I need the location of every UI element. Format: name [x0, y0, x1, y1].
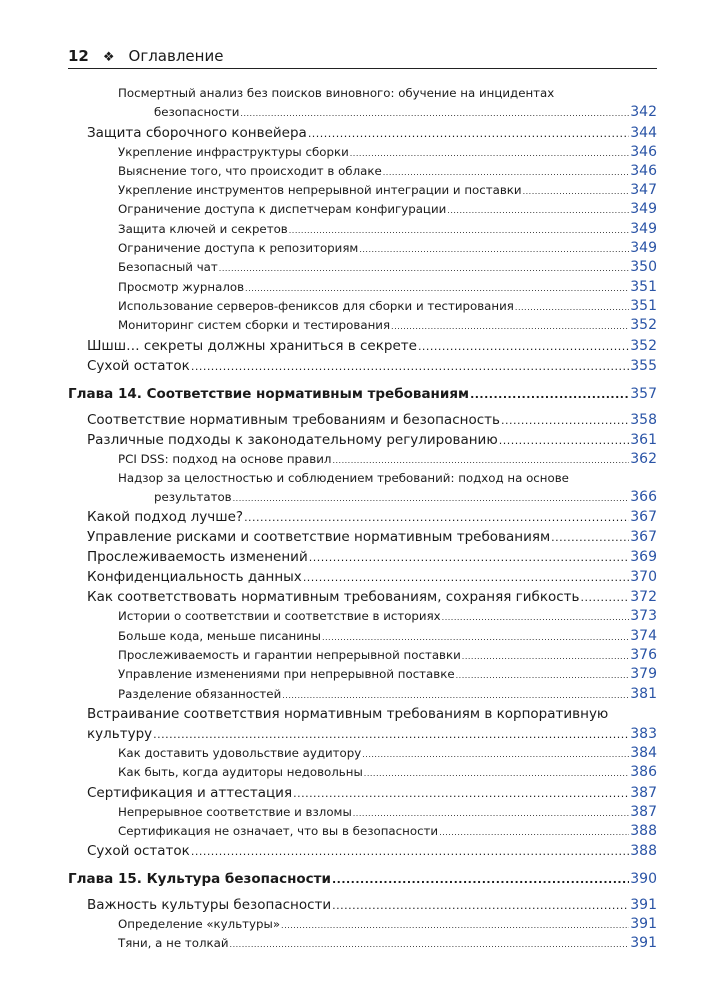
- toc-page-number[interactable]: 386: [630, 764, 657, 781]
- toc-page-number[interactable]: 387: [630, 784, 657, 801]
- toc-entry[interactable]: [68, 607, 657, 626]
- toc-entry[interactable]: [68, 704, 657, 744]
- toc-entry-title: PCI DSS: подход на основе правил: [118, 451, 332, 466]
- toc-entry[interactable]: [68, 665, 657, 684]
- dot-leader: [322, 628, 629, 647]
- toc-entry-title: результатов: [154, 490, 232, 505]
- toc-entry-title: Глава 14. Соответствие нормативным требованиям: [68, 385, 470, 402]
- toc-entry[interactable]: [68, 181, 657, 200]
- toc-entry-title: Укрепление инструментов непрерывной интеграции и поставки: [118, 183, 522, 198]
- toc-entry[interactable]: [68, 685, 657, 704]
- toc-page-number[interactable]: 370: [630, 569, 657, 586]
- dot-leader: [383, 163, 630, 182]
- toc-entry-title-line: Надзор за целостностью и соблюдением требований: подход на основе: [118, 470, 569, 485]
- dot-leader: [309, 548, 630, 568]
- dot-leader: [244, 508, 629, 528]
- toc-entry[interactable]: [68, 763, 657, 782]
- toc-entry[interactable]: [68, 410, 657, 430]
- toc-entry[interactable]: [68, 803, 657, 822]
- toc-page-number[interactable]: 383: [630, 725, 657, 742]
- dot-leader: [447, 201, 629, 220]
- toc-entry-title: Как быть, когда аудиторы недовольны: [118, 765, 363, 780]
- page-number: 12: [68, 47, 89, 65]
- toc-entry[interactable]: [68, 822, 657, 841]
- toc-page-number[interactable]: 387: [630, 803, 657, 820]
- toc-entry[interactable]: [68, 430, 657, 450]
- toc-page-number[interactable]: 357: [630, 385, 657, 402]
- dot-leader: [303, 568, 629, 588]
- toc-entry-title: Укрепление инфраструктуры сборки: [118, 144, 349, 159]
- toc-entry-title: Защита сборочного конвейера: [87, 124, 307, 141]
- toc-entry-title: Как соответствовать нормативным требованиям, сохраняя гибкость: [87, 589, 580, 606]
- dot-leader: [551, 528, 629, 548]
- toc-entry-title: Как доставить удовольствие аудитору: [118, 745, 362, 760]
- toc-page-number[interactable]: 361: [630, 431, 657, 448]
- toc-page-number[interactable]: 352: [630, 317, 657, 334]
- toc-page-number[interactable]: 367: [630, 509, 657, 526]
- toc-entry-title: Соответствие нормативным требованиям и безопасность: [87, 411, 500, 428]
- toc-entry[interactable]: [68, 469, 657, 508]
- toc-page-number[interactable]: 349: [630, 220, 657, 237]
- toc-entry[interactable]: [68, 646, 657, 665]
- toc-entry-title: Мониторинг систем сборки и тестирования: [118, 318, 391, 333]
- toc-page-number[interactable]: 367: [630, 529, 657, 546]
- toc-entry-title: безопасности: [154, 105, 240, 120]
- toc-page-number[interactable]: 358: [630, 411, 657, 428]
- dot-leader: [245, 279, 629, 298]
- toc-entry[interactable]: [68, 278, 657, 297]
- dot-leader: [418, 337, 629, 357]
- toc-page-number[interactable]: 349: [630, 240, 657, 257]
- running-header: [68, 47, 657, 69]
- toc-page-number[interactable]: 347: [630, 182, 657, 199]
- toc-page-number[interactable]: 373: [630, 608, 657, 625]
- toc-page-number[interactable]: 374: [630, 627, 657, 644]
- toc-entry[interactable]: [68, 744, 657, 763]
- toc-entry-title: Безопасный чат: [118, 260, 218, 275]
- dot-leader: [362, 745, 629, 764]
- toc-entry[interactable]: [68, 143, 657, 162]
- toc-chapter[interactable]: [68, 384, 657, 404]
- toc-entry-title: Какой подход лучше?: [87, 509, 244, 526]
- toc-entry-title: Тяни, а не толкай: [118, 936, 229, 951]
- toc-entry[interactable]: [68, 895, 657, 915]
- toc-entry-title: Просмотр журналов: [118, 279, 245, 294]
- toc-entry[interactable]: [68, 297, 657, 316]
- toc-entry[interactable]: [68, 336, 657, 356]
- toc-entry-title: Использование серверов-фениксов для сборки и тестирования: [118, 298, 514, 313]
- dot-leader: [470, 385, 629, 405]
- toc-page-number[interactable]: 391: [630, 897, 657, 914]
- toc-entry-title: Прослеживаемость изменений: [87, 549, 308, 566]
- toc-entry-title: Истории о соответствии и соответствие в историях: [118, 609, 441, 624]
- toc-entry[interactable]: [68, 316, 657, 335]
- toc-entry-title: Управление рисками и соответствие нормативным требованиям: [87, 529, 551, 546]
- dot-leader: [353, 804, 630, 823]
- toc-entry-title: Различные подходы к законодательному регулированию: [87, 431, 498, 448]
- dot-leader: [523, 182, 630, 201]
- toc-page-number[interactable]: 379: [630, 666, 657, 683]
- toc-entry[interactable]: [68, 450, 657, 469]
- toc-entry-title: Определение «культуры»: [118, 917, 281, 932]
- dot-leader: [191, 357, 629, 377]
- dot-leader: [456, 666, 630, 685]
- toc-entry-title: Важность культуры безопасности: [87, 897, 332, 914]
- toc-entry[interactable]: [68, 84, 657, 123]
- dot-leader: [501, 411, 629, 431]
- dot-leader: [350, 144, 630, 163]
- toc-page-number[interactable]: 390: [630, 871, 657, 888]
- toc-page-number[interactable]: 388: [630, 843, 657, 860]
- toc-entry[interactable]: [68, 783, 657, 803]
- toc-page-number[interactable]: 366: [630, 489, 657, 506]
- dot-leader: [233, 489, 630, 508]
- toc-page-number[interactable]: 349: [630, 201, 657, 218]
- toc-page-number[interactable]: 352: [630, 337, 657, 354]
- toc-entry-title: Шшш… секреты должны храниться в секрете: [87, 337, 417, 354]
- toc-entry[interactable]: [68, 507, 657, 527]
- dot-leader: [153, 725, 629, 745]
- toc-entry[interactable]: [68, 162, 657, 181]
- toc-entry-title: Защита ключей и секретов: [118, 221, 288, 236]
- toc-chapter[interactable]: [68, 869, 657, 889]
- toc-entry[interactable]: [68, 200, 657, 219]
- dot-leader: [439, 823, 629, 842]
- toc-page-number[interactable]: 372: [630, 589, 657, 606]
- dot-leader: [282, 686, 629, 705]
- dot-leader: [332, 870, 629, 890]
- toc-entry[interactable]: [68, 239, 657, 258]
- toc-page-number[interactable]: 376: [630, 647, 657, 664]
- dot-leader: [289, 221, 630, 240]
- toc-page-number[interactable]: 355: [630, 357, 657, 374]
- toc-entry[interactable]: [68, 587, 657, 607]
- toc-page-number[interactable]: 388: [630, 822, 657, 839]
- toc-entry-title: Ограничение доступа к диспетчерам конфигурации: [118, 202, 447, 217]
- toc-entry[interactable]: [68, 527, 657, 547]
- ornament-icon: ❖: [102, 50, 115, 65]
- toc-entry-title: Сухой остаток: [87, 357, 190, 374]
- toc-entry-title: Сухой остаток: [87, 843, 190, 860]
- dot-leader: [499, 431, 630, 451]
- toc-entry[interactable]: [68, 627, 657, 646]
- toc-entry[interactable]: [68, 841, 657, 861]
- toc-entry-title-line: Посмертный анализ без поисков виновного: обучение на инцидентах: [118, 86, 555, 100]
- dot-leader: [364, 764, 629, 783]
- toc-entry-title: Сертификация и аттестация: [87, 784, 293, 801]
- toc-page-number[interactable]: 351: [630, 297, 657, 314]
- toc-entry[interactable]: [68, 915, 657, 934]
- toc-page-number[interactable]: 381: [630, 685, 657, 702]
- dot-leader: [391, 317, 629, 336]
- toc-entry[interactable]: [68, 356, 657, 376]
- dot-leader: [293, 784, 629, 804]
- toc-entry-title-line: Встраивание соответствия нормативным требованиям в корпоративную: [87, 705, 609, 722]
- dot-leader: [332, 451, 629, 470]
- toc-page-number[interactable]: 369: [630, 549, 657, 566]
- dot-leader: [581, 588, 630, 608]
- toc-page-number[interactable]: 391: [630, 935, 657, 952]
- dot-leader: [281, 916, 629, 935]
- toc-page-number[interactable]: 384: [630, 744, 657, 761]
- toc-page-number[interactable]: 351: [630, 278, 657, 295]
- toc-entry-title: Сертификация не означает, что вы в безопасности: [118, 823, 439, 838]
- toc-entry[interactable]: [68, 567, 657, 587]
- toc-page-number[interactable]: 350: [630, 259, 657, 276]
- toc-entry[interactable]: [68, 547, 657, 567]
- dot-leader: [515, 298, 629, 317]
- toc-entry[interactable]: [68, 258, 657, 277]
- toc-page-number[interactable]: 346: [630, 162, 657, 179]
- table-of-contents: [68, 84, 657, 954]
- dot-leader: [308, 124, 629, 144]
- header-title: Оглавление: [128, 47, 224, 65]
- toc-entry-title: Ограничение доступа к репозиториям: [118, 241, 359, 256]
- toc-entry-title: Больше кода, меньше писанины: [118, 628, 321, 643]
- toc-entry[interactable]: [68, 220, 657, 239]
- toc-entry-title: Непрерывное соответствие и взломы: [118, 804, 352, 819]
- toc-entry-title: Конфиденциальность данных: [87, 569, 302, 586]
- dot-leader: [240, 104, 629, 123]
- dot-leader: [442, 608, 630, 627]
- toc-page-number[interactable]: 344: [630, 124, 657, 141]
- dot-leader: [359, 240, 629, 259]
- toc-page-number[interactable]: 391: [630, 916, 657, 933]
- toc-entry[interactable]: [68, 934, 657, 953]
- dot-leader: [332, 896, 629, 916]
- toc-entry-title: Выяснение того, что происходит в облаке: [118, 163, 382, 178]
- toc-entry-title: Прослеживаемость и гарантии непрерывной поставки: [118, 648, 461, 663]
- dot-leader: [191, 842, 629, 862]
- dot-leader: [219, 259, 629, 278]
- toc-entry-title: Глава 15. Культура безопасности: [68, 871, 331, 888]
- toc-entry[interactable]: [68, 123, 657, 143]
- dot-leader: [462, 647, 629, 666]
- toc-entry-title: Управление изменениями при непрерывной поставке: [118, 667, 455, 682]
- toc-entry-title: культуру: [87, 725, 153, 742]
- toc-page-number[interactable]: 346: [630, 143, 657, 160]
- toc-page-number[interactable]: 362: [630, 450, 657, 467]
- toc-entry-title: Разделение обязанностей: [118, 686, 282, 701]
- toc-page-number[interactable]: 342: [630, 104, 657, 121]
- dot-leader: [230, 935, 630, 954]
